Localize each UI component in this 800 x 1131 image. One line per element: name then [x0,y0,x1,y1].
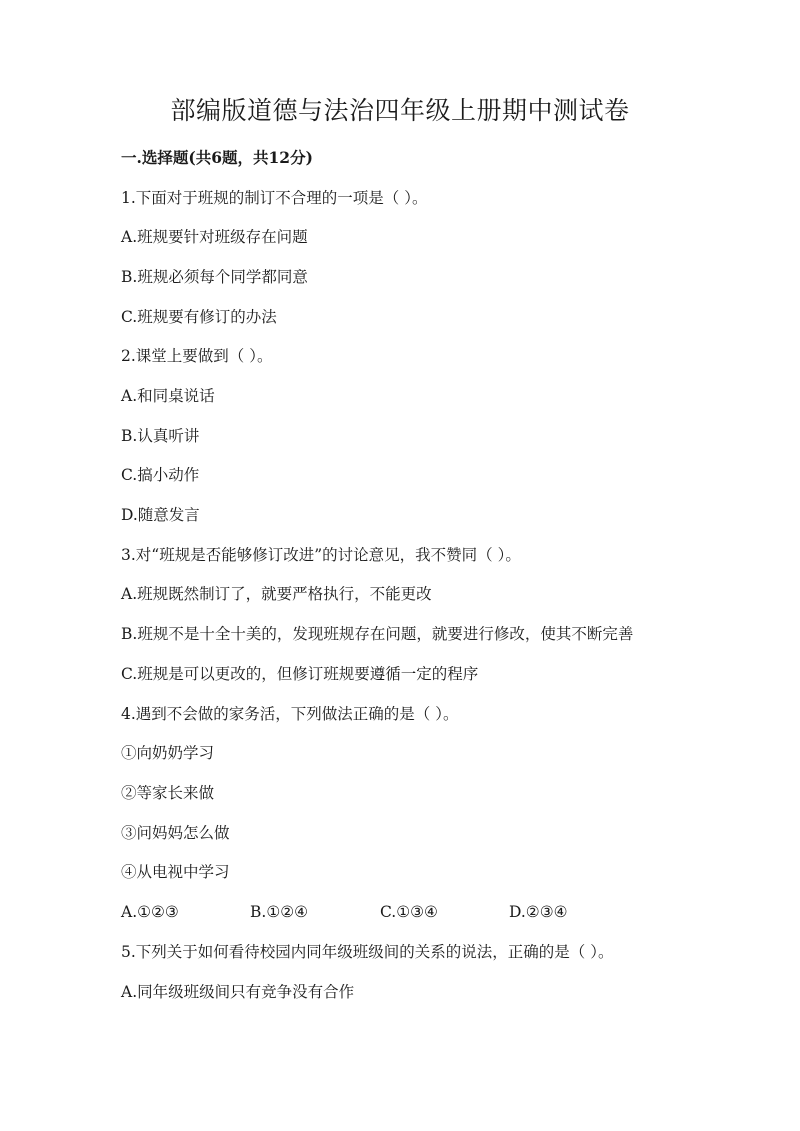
question-3-stem: 3.对“班规是否能够修订改进”的讨论意见，我不赞同（ ）。 [121,546,521,564]
question-4-option-d: D.②③④ [509,903,568,921]
page-title: 部编版道德与法治四年级上册期中测试卷 [170,96,630,125]
question-1-option-a: A.班规要针对班级存在问题 [121,228,308,246]
question-5-stem: 5.下列关于如何看待校园内同年级班级间的关系的说法，正确的是（ ）。 [121,943,614,961]
question-4-option-b: B.①②④ [250,903,309,921]
section-heading: 一.选择题(共6题，共12分) [121,148,313,167]
question-2-option-a: A.和同桌说话 [121,387,215,405]
question-1-stem: 1.下面对于班规的制订不合理的一项是（ ）。 [121,189,428,207]
question-4-item-2: ②等家长来做 [121,784,215,802]
question-4-options-row [0,901,800,923]
question-4-stem: 4.遇到不会做的家务活，下列做法正确的是（ ）。 [121,705,459,723]
question-3-option-b: B.班规不是十全十美的，发现班规存在问题，就要进行修改，使其不断完善 [121,625,634,643]
question-2-option-c: C.搞小动作 [121,466,200,484]
question-2-option-d: D.随意发言 [121,506,200,524]
question-4-option-a: A.①②③ [121,903,179,921]
question-4-option-c: C.①③④ [380,903,438,921]
question-3-option-c: C.班规是可以更改的，但修订班规要遵循一定的程序 [121,665,479,683]
question-1-option-b: B.班规必须每个同学都同意 [121,268,308,286]
question-2-stem: 2.课堂上要做到（ ）。 [121,347,273,365]
question-1-option-c: C.班规要有修订的办法 [121,308,277,326]
question-5-option-a: A.同年级班级间只有竞争没有合作 [121,983,355,1001]
question-4-item-4: ④从电视中学习 [121,863,230,881]
question-3-option-a: A.班规既然制订了，就要严格执行，不能更改 [121,585,432,603]
question-4-item-3: ③问妈妈怎么做 [121,824,230,842]
question-4-item-1: ①向奶奶学习 [121,744,215,762]
question-2-option-b: B.认真听讲 [121,427,200,445]
